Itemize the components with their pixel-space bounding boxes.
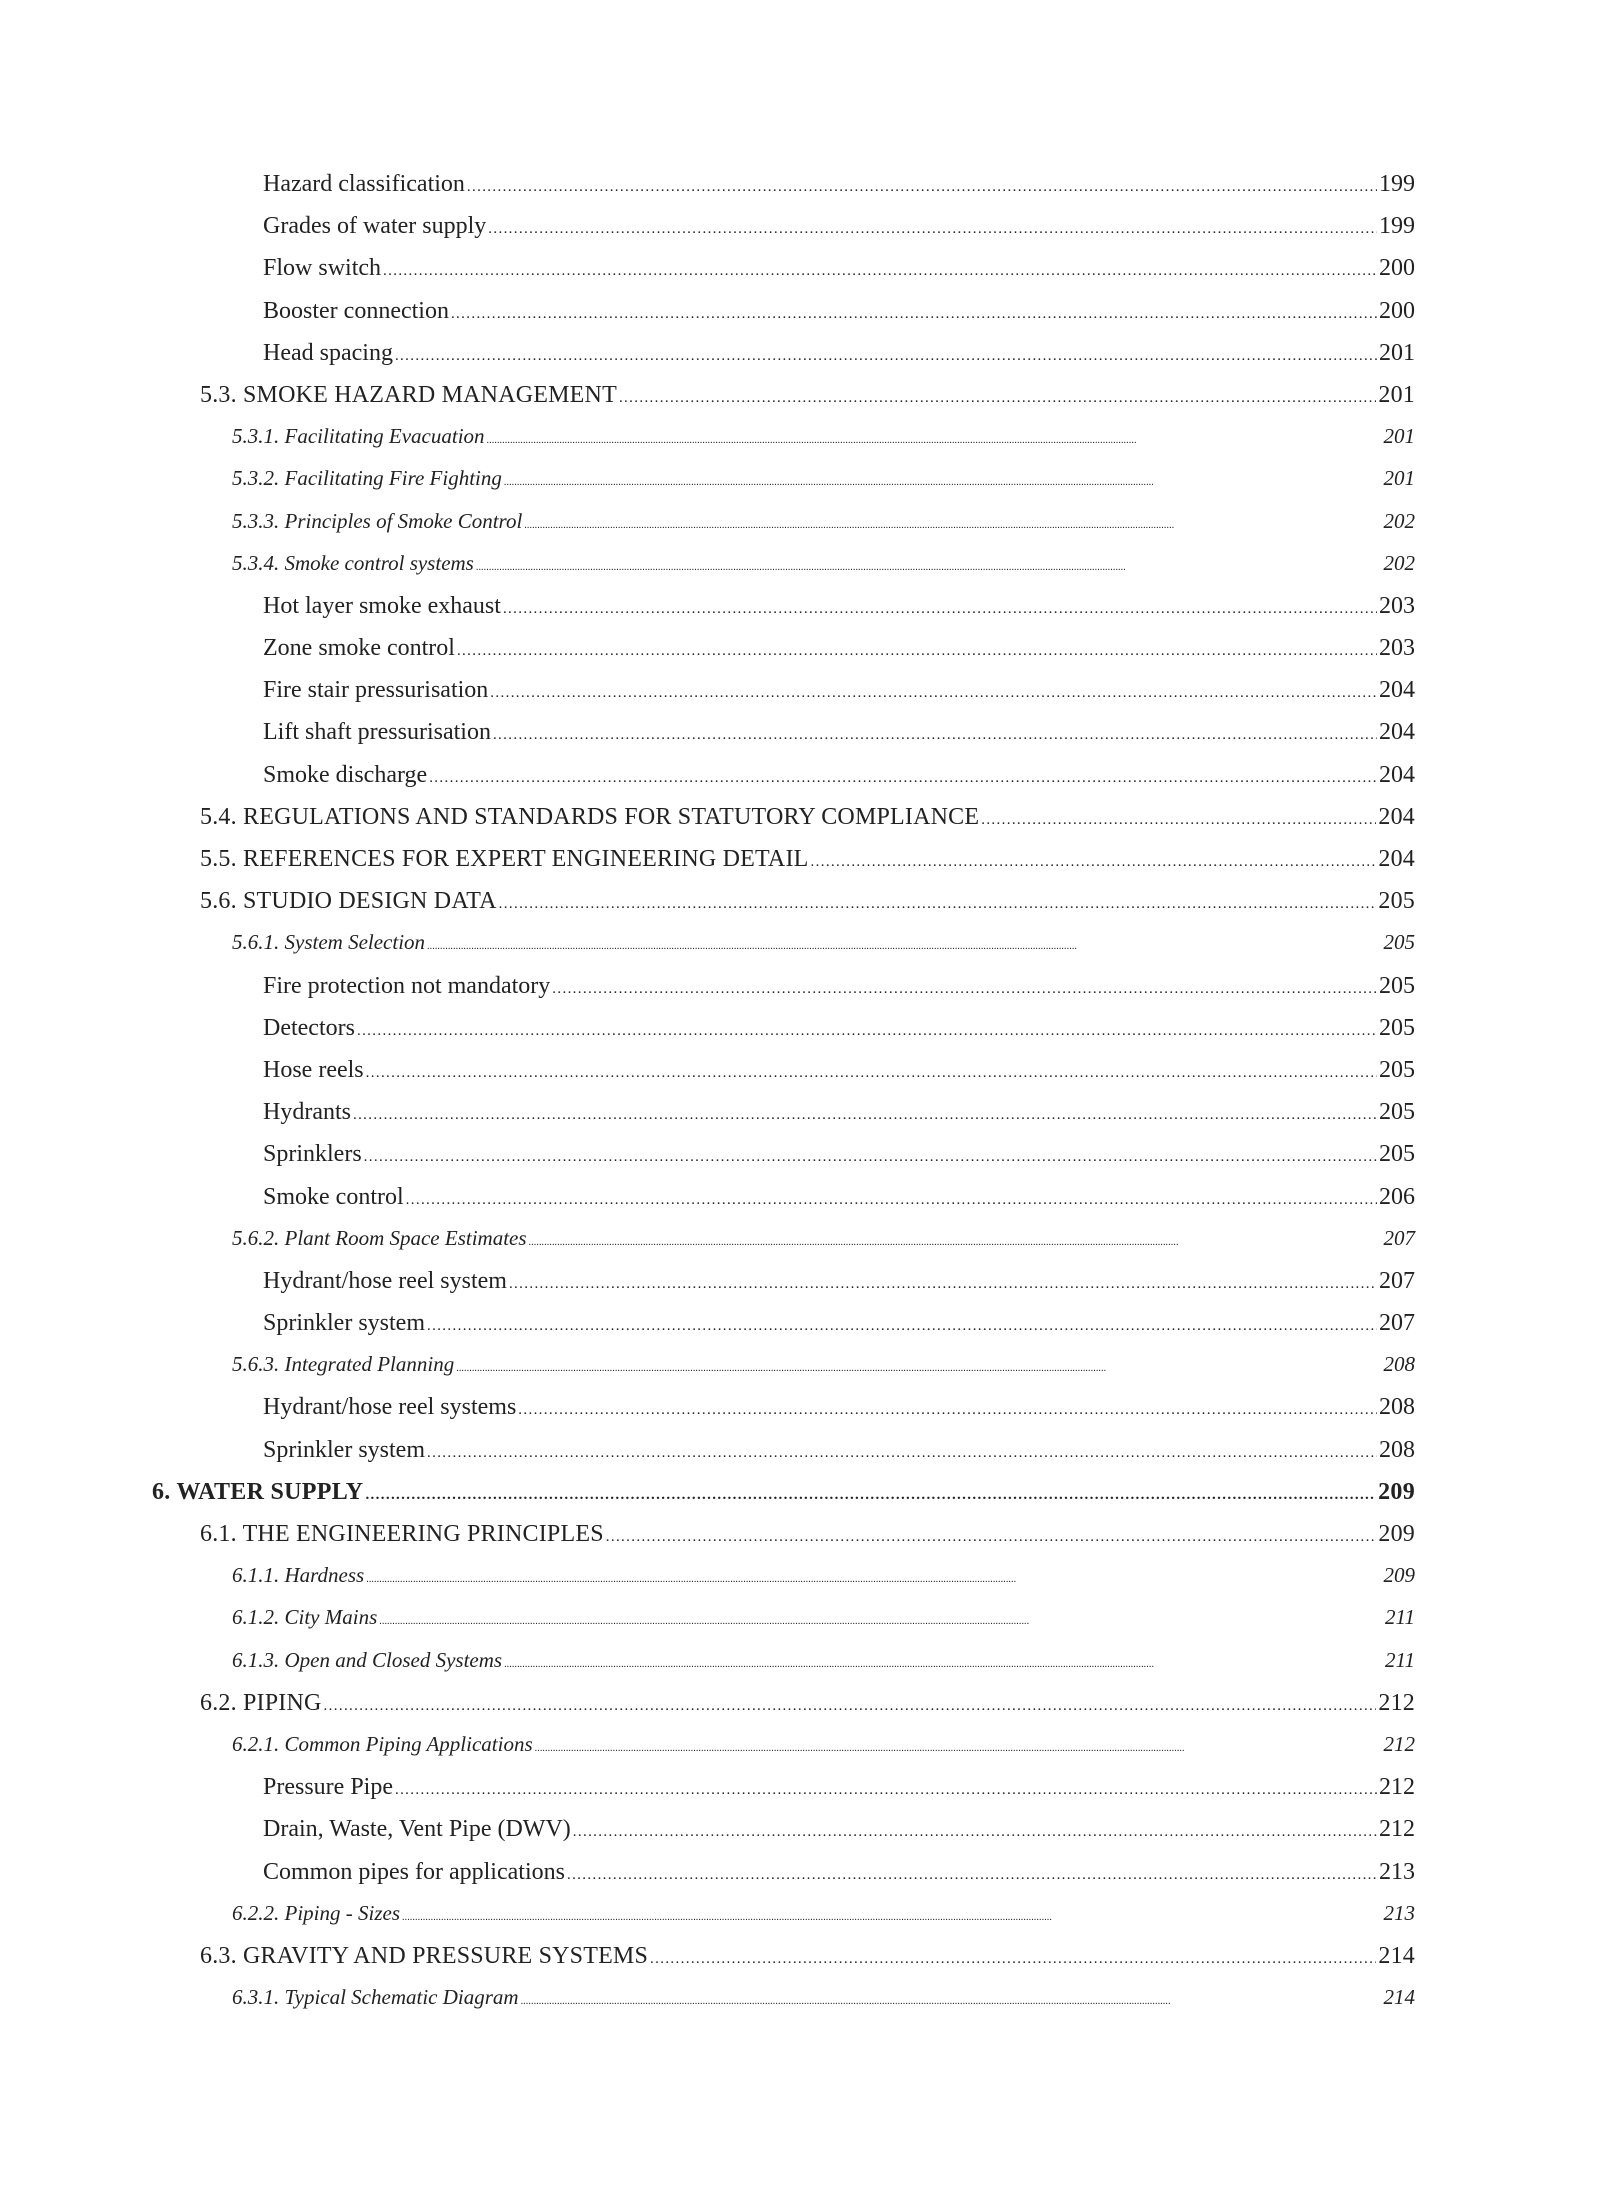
toc-row bbox=[0, 1557, 1600, 1599]
toc-row bbox=[0, 1726, 1600, 1768]
toc-page-number: 208 bbox=[1379, 1436, 1415, 1463]
toc-page-number: 208 bbox=[1379, 1394, 1415, 1421]
toc-entry[interactable] bbox=[200, 382, 1415, 409]
toc-entry-title: Sprinklers bbox=[263, 1141, 362, 1168]
toc-entry-title: 6. WATER SUPPLY bbox=[152, 1478, 364, 1505]
toc-entry[interactable] bbox=[263, 1268, 1415, 1295]
toc-entry[interactable] bbox=[263, 635, 1415, 662]
toc-entry-title: 6.1.3. Open and Closed Systems bbox=[232, 1647, 503, 1672]
toc-entry-title: Hazard classification bbox=[263, 171, 465, 197]
toc-entry-title: 5.6.3. Integrated Planning bbox=[232, 1352, 455, 1377]
toc-row bbox=[0, 1937, 1600, 1979]
toc-entry-title: 5.3.2. Facilitating Fire Fighting bbox=[232, 466, 502, 491]
toc-dot-leader bbox=[573, 1824, 1377, 1841]
toc-page-number: 199 bbox=[1379, 171, 1415, 197]
toc-entry[interactable] bbox=[263, 1816, 1415, 1843]
toc-dot-leader bbox=[487, 435, 1382, 446]
toc-page-number: 200 bbox=[1379, 255, 1415, 282]
toc-entry-title: 5.3. SMOKE HAZARD MANAGEMENT bbox=[200, 381, 617, 408]
toc-entry-title: 5.3.1. Facilitating Evacuation bbox=[232, 424, 485, 449]
toc-page-number: 209 bbox=[1378, 1478, 1415, 1505]
toc-entry-title: 6.1.2. City Mains bbox=[232, 1605, 378, 1630]
toc-entry-title: Head spacing bbox=[263, 339, 393, 366]
toc-page-number: 205 bbox=[1379, 972, 1415, 999]
toc-entry[interactable] bbox=[263, 719, 1415, 746]
toc-entry-title: Detectors bbox=[263, 1014, 355, 1041]
toc-entry[interactable] bbox=[263, 1859, 1415, 1886]
toc-entry-title: Lift shaft pressurisation bbox=[263, 719, 491, 746]
toc-dot-leader bbox=[395, 1782, 1377, 1799]
toc-page-number: 213 bbox=[1383, 1900, 1415, 1925]
toc-page-number: 202 bbox=[1383, 550, 1415, 575]
toc-entry[interactable] bbox=[263, 1141, 1415, 1168]
toc-entry-title: 5.5. REFERENCES FOR EXPERT ENGINEERING DETAIL bbox=[200, 846, 809, 872]
toc-row bbox=[0, 1599, 1600, 1641]
toc-dot-leader bbox=[509, 1276, 1377, 1293]
toc-row bbox=[0, 1684, 1600, 1726]
toc-entry[interactable] bbox=[200, 1943, 1415, 1970]
toc-page-number: 205 bbox=[1379, 1099, 1415, 1126]
toc-page-number: 203 bbox=[1379, 592, 1415, 619]
toc-entry[interactable] bbox=[200, 888, 1415, 915]
toc-dot-leader bbox=[535, 1743, 1382, 1754]
toc-entry-title: Hydrant/hose reel systems bbox=[263, 1394, 517, 1421]
toc-dot-leader bbox=[650, 1951, 1376, 1968]
table-of-contents bbox=[0, 165, 1600, 2021]
toc-page-number: 206 bbox=[1379, 1183, 1415, 1210]
toc-entry-title: 6.3. GRAVITY AND PRESSURE SYSTEMS bbox=[200, 1942, 649, 1969]
toc-page-number: 205 bbox=[1379, 1141, 1415, 1168]
toc-entry[interactable] bbox=[263, 762, 1415, 789]
toc-page-number: 212 bbox=[1379, 1774, 1415, 1801]
toc-page-number: 214 bbox=[1378, 1942, 1415, 1969]
toc-entry-title: Drain, Waste, Vent Pipe (DWV) bbox=[263, 1816, 571, 1843]
toc-entry-title: Hot layer smoke exhaust bbox=[263, 592, 501, 619]
toc-page-number: 212 bbox=[1378, 1689, 1415, 1716]
toc-entry[interactable] bbox=[200, 1521, 1415, 1548]
toc-dot-leader bbox=[476, 562, 1382, 573]
toc-entry[interactable] bbox=[263, 1057, 1415, 1084]
toc-entry[interactable] bbox=[263, 171, 1415, 198]
toc-entry[interactable] bbox=[263, 1310, 1415, 1337]
toc-entry-title: 5.6. STUDIO DESIGN DATA bbox=[200, 888, 497, 915]
toc-entry[interactable] bbox=[263, 255, 1415, 282]
toc-entry-title: Common pipes for applications bbox=[263, 1858, 565, 1885]
toc-entry[interactable] bbox=[200, 804, 1415, 831]
toc-dot-leader bbox=[402, 1912, 1382, 1923]
toc-row bbox=[0, 165, 1600, 207]
toc-dot-leader bbox=[366, 1574, 1381, 1585]
toc-entry-title: 6.3.1. Typical Schematic Diagram bbox=[232, 1985, 519, 2010]
toc-entry[interactable] bbox=[263, 213, 1415, 240]
toc-entry[interactable] bbox=[232, 1605, 1415, 1630]
toc-page-number: 201 bbox=[1383, 466, 1415, 491]
toc-row bbox=[0, 503, 1600, 545]
toc-row bbox=[0, 587, 1600, 629]
toc-entry-title: 6.2. PIPING bbox=[200, 1689, 322, 1716]
toc-dot-leader bbox=[457, 643, 1377, 660]
toc-page-number: 200 bbox=[1379, 297, 1415, 324]
toc-row bbox=[0, 1979, 1600, 2021]
toc-dot-leader bbox=[606, 1529, 1377, 1546]
toc-entry-title: Grades of water supply bbox=[263, 213, 487, 240]
toc-row bbox=[0, 1388, 1600, 1430]
toc-row bbox=[0, 713, 1600, 755]
toc-row bbox=[0, 1895, 1600, 1937]
toc-row bbox=[0, 924, 1600, 966]
toc-page-number: 209 bbox=[1383, 1563, 1415, 1588]
toc-row bbox=[0, 1642, 1600, 1684]
toc-dot-leader bbox=[493, 727, 1377, 744]
toc-row bbox=[0, 1304, 1600, 1346]
toc-entry-title: 5.6.1. System Selection bbox=[232, 930, 426, 955]
toc-page-number: 205 bbox=[1379, 1014, 1415, 1041]
toc-page-number: 208 bbox=[1383, 1352, 1415, 1377]
toc-page-number: 201 bbox=[1383, 424, 1415, 449]
toc-row bbox=[0, 334, 1600, 376]
toc-row bbox=[0, 1009, 1600, 1051]
toc-row bbox=[0, 1135, 1600, 1177]
toc-dot-leader bbox=[353, 1107, 1377, 1124]
toc-entry-title: 5.4. REGULATIONS AND STANDARDS FOR STATUTORY COMPLIANCE bbox=[200, 803, 980, 830]
toc-entry[interactable] bbox=[152, 1479, 1415, 1506]
toc-dot-leader bbox=[518, 1402, 1377, 1419]
toc-page-number: 204 bbox=[1378, 846, 1415, 872]
toc-entry[interactable] bbox=[232, 1352, 1415, 1377]
toc-entry[interactable] bbox=[263, 973, 1415, 1000]
toc-page-number: 212 bbox=[1383, 1731, 1415, 1756]
toc-row bbox=[0, 1262, 1600, 1304]
toc-entry-title: 6.1. THE ENGINEERING PRINCIPLES bbox=[200, 1521, 604, 1547]
toc-dot-leader bbox=[467, 179, 1377, 196]
toc-entry-title: 6.1.1. Hardness bbox=[232, 1563, 365, 1588]
toc-dot-leader bbox=[488, 221, 1377, 238]
toc-page-number: 211 bbox=[1385, 1605, 1415, 1630]
toc-entry-title: 6.2.2. Piping - Sizes bbox=[232, 1900, 400, 1925]
toc-entry-title: Zone smoke control bbox=[263, 635, 455, 662]
toc-entry[interactable] bbox=[263, 1774, 1415, 1801]
toc-row bbox=[0, 292, 1600, 334]
toc-dot-leader bbox=[811, 854, 1377, 871]
toc-row bbox=[0, 1431, 1600, 1473]
toc-entry[interactable] bbox=[232, 1732, 1415, 1757]
toc-entry[interactable] bbox=[263, 677, 1415, 704]
toc-page-number: 212 bbox=[1379, 1816, 1415, 1843]
toc-dot-leader bbox=[552, 981, 1377, 998]
toc-entry[interactable] bbox=[232, 1648, 1415, 1673]
toc-dot-leader bbox=[456, 1363, 1381, 1374]
toc-dot-leader bbox=[504, 477, 1382, 488]
toc-dot-leader bbox=[429, 770, 1377, 787]
toc-dot-leader bbox=[364, 1149, 1377, 1166]
toc-entry-title: Fire protection not mandatory bbox=[263, 972, 551, 999]
toc-dot-leader bbox=[499, 896, 1377, 913]
toc-entry[interactable] bbox=[232, 1226, 1415, 1251]
toc-dot-leader bbox=[490, 685, 1377, 702]
toc-row bbox=[0, 1093, 1600, 1135]
toc-dot-leader bbox=[366, 1065, 1377, 1082]
toc-entry-title: 5.3.4. Smoke control systems bbox=[232, 550, 474, 575]
toc-dot-leader bbox=[365, 1487, 1376, 1504]
toc-entry-title: Fire stair pressurisation bbox=[263, 677, 489, 704]
toc-dot-leader bbox=[567, 1867, 1377, 1884]
toc-page-number: 207 bbox=[1379, 1267, 1415, 1294]
toc-entry[interactable] bbox=[263, 340, 1415, 367]
toc-page-number: 204 bbox=[1379, 761, 1415, 788]
toc-row bbox=[0, 418, 1600, 460]
toc-page-number: 214 bbox=[1383, 1985, 1415, 2010]
toc-page-number: 204 bbox=[1379, 677, 1415, 704]
toc-page-number: 211 bbox=[1385, 1647, 1415, 1672]
toc-entry[interactable] bbox=[232, 424, 1415, 449]
toc-entry-title: Pressure Pipe bbox=[263, 1774, 393, 1801]
toc-dot-leader bbox=[357, 1023, 1377, 1040]
toc-entry[interactable] bbox=[263, 1437, 1415, 1464]
toc-row bbox=[0, 798, 1600, 840]
toc-row bbox=[0, 1473, 1600, 1515]
toc-page-number: 205 bbox=[1383, 930, 1415, 955]
toc-dot-leader bbox=[504, 1659, 1383, 1670]
toc-entry[interactable] bbox=[232, 1985, 1415, 2010]
toc-row bbox=[0, 376, 1600, 418]
toc-entry[interactable] bbox=[263, 298, 1415, 325]
toc-entry-title: Flow switch bbox=[263, 255, 382, 282]
toc-dot-leader bbox=[451, 306, 1377, 323]
toc-page-number: 201 bbox=[1378, 381, 1415, 408]
toc-page-number: 207 bbox=[1383, 1225, 1415, 1250]
toc-entry-title: Hydrants bbox=[263, 1099, 351, 1126]
toc-row bbox=[0, 1515, 1600, 1557]
toc-row bbox=[0, 629, 1600, 671]
toc-row bbox=[0, 1051, 1600, 1093]
toc-page-number: 205 bbox=[1379, 1056, 1415, 1083]
toc-entry[interactable] bbox=[232, 1901, 1415, 1926]
toc-page-number: 202 bbox=[1383, 508, 1415, 533]
toc-row bbox=[0, 460, 1600, 502]
toc-row bbox=[0, 671, 1600, 713]
toc-entry-title: Smoke control bbox=[263, 1183, 404, 1210]
toc-entry-title: Smoke discharge bbox=[263, 761, 428, 788]
toc-dot-leader bbox=[619, 390, 1376, 407]
toc-page-number: 209 bbox=[1378, 1521, 1415, 1547]
toc-dot-leader bbox=[427, 1318, 1377, 1335]
toc-entry-title: 5.3.3. Principles of Smoke Control bbox=[232, 508, 523, 533]
toc-page-number: 204 bbox=[1378, 803, 1415, 830]
toc-entry[interactable] bbox=[232, 551, 1415, 576]
toc-entry-title: Hydrant/hose reel system bbox=[263, 1267, 507, 1294]
toc-row bbox=[0, 882, 1600, 924]
toc-dot-leader bbox=[427, 941, 1381, 952]
toc-row bbox=[0, 756, 1600, 798]
toc-entry[interactable] bbox=[263, 1184, 1415, 1211]
toc-row bbox=[0, 249, 1600, 291]
toc-entry-title: Hose reels bbox=[263, 1056, 364, 1083]
toc-dot-leader bbox=[324, 1698, 1377, 1715]
toc-entry[interactable] bbox=[263, 1099, 1415, 1126]
toc-dot-leader bbox=[521, 1996, 1382, 2007]
toc-entry-title: 5.6.2. Plant Room Space Estimates bbox=[232, 1225, 527, 1250]
toc-dot-leader bbox=[383, 263, 1377, 280]
toc-row bbox=[0, 545, 1600, 587]
toc-entry[interactable] bbox=[232, 930, 1415, 955]
toc-page-number: 201 bbox=[1379, 339, 1415, 366]
toc-entry[interactable] bbox=[263, 1394, 1415, 1421]
toc-dot-leader bbox=[427, 1445, 1377, 1462]
toc-row bbox=[0, 1178, 1600, 1220]
toc-entry[interactable] bbox=[232, 466, 1415, 491]
toc-row bbox=[0, 1346, 1600, 1388]
toc-entry[interactable] bbox=[232, 509, 1415, 534]
toc-row bbox=[0, 1810, 1600, 1852]
toc-row bbox=[0, 967, 1600, 1009]
toc-dot-leader bbox=[406, 1192, 1377, 1209]
toc-entry-title: Sprinkler system bbox=[263, 1310, 425, 1337]
toc-dot-leader bbox=[524, 520, 1381, 531]
toc-dot-leader bbox=[395, 348, 1377, 365]
toc-row bbox=[0, 1220, 1600, 1262]
toc-entry-title: Sprinkler system bbox=[263, 1436, 425, 1463]
toc-row bbox=[0, 1768, 1600, 1810]
toc-page-number: 213 bbox=[1379, 1858, 1415, 1885]
toc-entry[interactable] bbox=[200, 1690, 1415, 1717]
toc-entry[interactable] bbox=[232, 1563, 1415, 1588]
toc-dot-leader bbox=[379, 1616, 1383, 1627]
toc-page-number: 203 bbox=[1379, 635, 1415, 662]
toc-entry[interactable] bbox=[263, 1015, 1415, 1042]
toc-entry[interactable] bbox=[263, 593, 1415, 620]
toc-page-number: 207 bbox=[1379, 1310, 1415, 1337]
toc-entry[interactable] bbox=[200, 846, 1415, 873]
toc-dot-leader bbox=[529, 1237, 1382, 1248]
toc-page-number: 205 bbox=[1378, 888, 1415, 915]
toc-row bbox=[0, 840, 1600, 882]
toc-row bbox=[0, 1853, 1600, 1895]
toc-page-number: 204 bbox=[1379, 719, 1415, 746]
toc-dot-leader bbox=[503, 601, 1377, 618]
toc-entry-title: Booster connection bbox=[263, 297, 449, 324]
toc-row bbox=[0, 207, 1600, 249]
toc-dot-leader bbox=[981, 812, 1376, 829]
toc-page-number: 199 bbox=[1379, 213, 1415, 240]
toc-entry-title: 6.2.1. Common Piping Applications bbox=[232, 1731, 533, 1756]
